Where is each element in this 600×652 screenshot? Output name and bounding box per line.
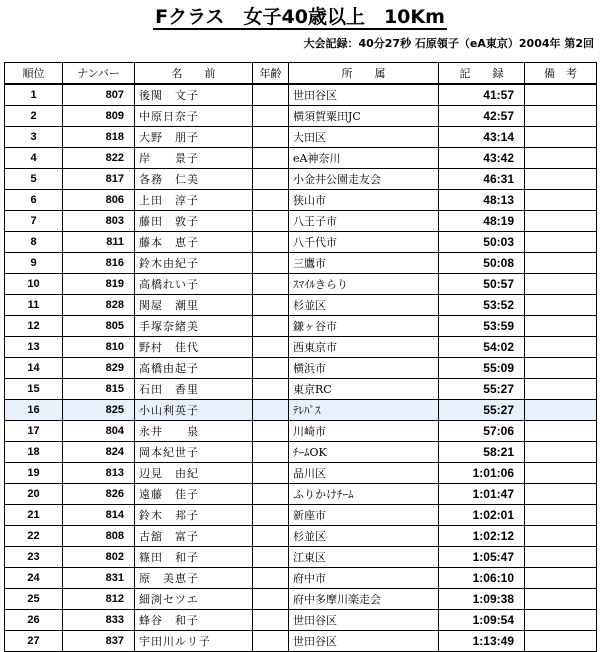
cell-time: 50:08	[439, 253, 525, 274]
cell-rank: 16	[5, 400, 63, 421]
table-row	[5, 274, 597, 295]
cell-age	[253, 84, 289, 106]
cell-number: 828	[63, 295, 135, 316]
cell-rank: 23	[5, 547, 63, 568]
cell-rank: 15	[5, 379, 63, 400]
cell-rank: 26	[5, 610, 63, 631]
cell-number: 826	[63, 484, 135, 505]
cell-name: 原 美恵子	[135, 568, 253, 589]
cell-affiliation: 小金井公園走友会	[289, 169, 439, 190]
cell-note	[525, 358, 597, 379]
cell-name: 宇田川ルリ子	[135, 631, 253, 652]
cell-note	[525, 148, 597, 169]
cell-name: 篠田 和子	[135, 547, 253, 568]
cell-affiliation: 府中多摩川楽走会	[289, 589, 439, 610]
cell-age	[253, 253, 289, 274]
table-row	[5, 421, 597, 442]
cell-rank: 14	[5, 358, 63, 379]
table-row	[5, 169, 597, 190]
cell-time: 55:27	[439, 400, 525, 421]
cell-name: 小山利英子	[135, 400, 253, 421]
cell-rank: 20	[5, 484, 63, 505]
cell-rank: 6	[5, 190, 63, 211]
table-row	[5, 547, 597, 568]
cell-time: 1:09:38	[439, 589, 525, 610]
header-affiliation: 所 属	[289, 63, 439, 85]
cell-time: 55:09	[439, 358, 525, 379]
cell-affiliation: 品川区	[289, 463, 439, 484]
table-row	[5, 526, 597, 547]
cell-time: 53:59	[439, 316, 525, 337]
table-row	[5, 106, 597, 127]
header-note: 備 考	[525, 63, 597, 85]
cell-age	[253, 295, 289, 316]
cell-rank: 2	[5, 106, 63, 127]
table-row	[5, 84, 597, 106]
cell-note	[525, 211, 597, 232]
table-row	[5, 484, 597, 505]
cell-number: 809	[63, 106, 135, 127]
cell-rank: 1	[5, 84, 63, 106]
cell-number: 825	[63, 400, 135, 421]
cell-time: 53:52	[439, 295, 525, 316]
cell-affiliation: 東京RC	[289, 379, 439, 400]
cell-age	[253, 274, 289, 295]
cell-note	[525, 232, 597, 253]
cell-number: 805	[63, 316, 135, 337]
cell-rank: 22	[5, 526, 63, 547]
cell-time: 41:57	[439, 84, 525, 106]
cell-note	[525, 400, 597, 421]
cell-note	[525, 631, 597, 652]
header-age: 年齢	[253, 63, 289, 85]
cell-number: 833	[63, 610, 135, 631]
cell-age	[253, 106, 289, 127]
cell-affiliation: 世田谷区	[289, 84, 439, 106]
cell-age	[253, 568, 289, 589]
cell-time: 50:57	[439, 274, 525, 295]
cell-time: 1:09:54	[439, 610, 525, 631]
table-row	[5, 316, 597, 337]
cell-affiliation: 杉並区	[289, 295, 439, 316]
cell-affiliation: ﾃﾚﾊﾟｽ	[289, 400, 439, 421]
cell-note	[525, 316, 597, 337]
cell-name: 関屋 潮里	[135, 295, 253, 316]
cell-time: 54:02	[439, 337, 525, 358]
cell-age	[253, 337, 289, 358]
cell-name: 高橋由起子	[135, 358, 253, 379]
cell-name: 野村 佳代	[135, 337, 253, 358]
meet-record: 大会記録：40分27秒 石原領子（eA東京）2004年 第2回	[303, 37, 594, 50]
results-table	[4, 62, 597, 652]
cell-number: 831	[63, 568, 135, 589]
table-row	[5, 589, 597, 610]
header-time: 記 録	[439, 63, 525, 85]
cell-rank: 27	[5, 631, 63, 652]
cell-age	[253, 526, 289, 547]
cell-name: 遠藤 佳子	[135, 484, 253, 505]
cell-note	[525, 421, 597, 442]
table-row	[5, 232, 597, 253]
cell-number: 806	[63, 190, 135, 211]
cell-affiliation: 世田谷区	[289, 631, 439, 652]
cell-rank: 12	[5, 316, 63, 337]
cell-affiliation: ｽﾏｲﾙきらり	[289, 274, 439, 295]
cell-rank: 17	[5, 421, 63, 442]
cell-number: 802	[63, 547, 135, 568]
cell-note	[525, 127, 597, 148]
cell-name: 大野 朋子	[135, 127, 253, 148]
cell-rank: 24	[5, 568, 63, 589]
cell-age	[253, 631, 289, 652]
cell-time: 50:03	[439, 232, 525, 253]
cell-time: 48:19	[439, 211, 525, 232]
cell-number: 822	[63, 148, 135, 169]
cell-note	[525, 505, 597, 526]
cell-number: 817	[63, 169, 135, 190]
cell-rank: 9	[5, 253, 63, 274]
header-name: 名 前	[135, 63, 253, 85]
cell-time: 1:06:10	[439, 568, 525, 589]
cell-time: 42:57	[439, 106, 525, 127]
cell-number: 819	[63, 274, 135, 295]
cell-name: 石田 香里	[135, 379, 253, 400]
cell-affiliation: ふりかけﾁｰﾑ	[289, 484, 439, 505]
cell-age	[253, 589, 289, 610]
cell-note	[525, 589, 597, 610]
cell-number: 813	[63, 463, 135, 484]
title-text: Fクラス 女子40歳以上 10Km	[155, 6, 445, 28]
cell-name: 岸 景子	[135, 148, 253, 169]
cell-number: 811	[63, 232, 135, 253]
table-row	[5, 337, 597, 358]
cell-affiliation: 八王子市	[289, 211, 439, 232]
table-row	[5, 463, 597, 484]
cell-note	[525, 547, 597, 568]
cell-rank: 21	[5, 505, 63, 526]
cell-number: 829	[63, 358, 135, 379]
table-row	[5, 211, 597, 232]
cell-age	[253, 442, 289, 463]
cell-number: 824	[63, 442, 135, 463]
cell-affiliation: 新座市	[289, 505, 439, 526]
cell-number: 812	[63, 589, 135, 610]
cell-age	[253, 463, 289, 484]
header-row	[5, 63, 597, 85]
cell-number: 808	[63, 526, 135, 547]
cell-time: 46:31	[439, 169, 525, 190]
cell-note	[525, 568, 597, 589]
cell-note	[525, 295, 597, 316]
cell-note	[525, 526, 597, 547]
cell-age	[253, 127, 289, 148]
cell-affiliation: 杉並区	[289, 526, 439, 547]
table-row	[5, 631, 597, 652]
table-row	[5, 190, 597, 211]
cell-age	[253, 610, 289, 631]
cell-rank: 10	[5, 274, 63, 295]
cell-name: 鈴木由紀子	[135, 253, 253, 274]
cell-name: 後関 文子	[135, 84, 253, 106]
cell-name: 上田 淳子	[135, 190, 253, 211]
cell-rank: 4	[5, 148, 63, 169]
cell-note	[525, 106, 597, 127]
cell-age	[253, 148, 289, 169]
cell-time: 43:42	[439, 148, 525, 169]
cell-name: 辺見 由紀	[135, 463, 253, 484]
cell-rank: 5	[5, 169, 63, 190]
cell-affiliation: 府中市	[289, 568, 439, 589]
cell-age	[253, 358, 289, 379]
cell-time: 1:05:47	[439, 547, 525, 568]
header-rank: 順位	[5, 63, 63, 85]
cell-note	[525, 484, 597, 505]
cell-time: 1:01:06	[439, 463, 525, 484]
cell-time: 1:13:49	[439, 631, 525, 652]
cell-name: 高橋れい子	[135, 274, 253, 295]
table-row	[5, 379, 597, 400]
cell-number: 803	[63, 211, 135, 232]
cell-affiliation: 横浜市	[289, 358, 439, 379]
cell-number: 804	[63, 421, 135, 442]
table-row	[5, 505, 597, 526]
cell-number: 807	[63, 84, 135, 106]
cell-note	[525, 169, 597, 190]
cell-affiliation: eA神奈川	[289, 148, 439, 169]
cell-affiliation: 川崎市	[289, 421, 439, 442]
cell-name: 古舘 富子	[135, 526, 253, 547]
cell-time: 57:06	[439, 421, 525, 442]
cell-rank: 18	[5, 442, 63, 463]
cell-age	[253, 379, 289, 400]
cell-number: 837	[63, 631, 135, 652]
cell-time: 48:13	[439, 190, 525, 211]
cell-affiliation: 世田谷区	[289, 610, 439, 631]
cell-note	[525, 274, 597, 295]
cell-rank: 19	[5, 463, 63, 484]
cell-number: 815	[63, 379, 135, 400]
cell-number: 814	[63, 505, 135, 526]
header-number: ナンバー	[63, 63, 135, 85]
cell-note	[525, 442, 597, 463]
table-row	[5, 442, 597, 463]
cell-name: 中原日奈子	[135, 106, 253, 127]
cell-note	[525, 463, 597, 484]
cell-time: 43:14	[439, 127, 525, 148]
cell-affiliation: 鎌ヶ谷市	[289, 316, 439, 337]
table-row	[5, 568, 597, 589]
table-row	[5, 295, 597, 316]
page-title	[0, 4, 600, 30]
cell-affiliation: 大田区	[289, 127, 439, 148]
cell-name: 岡本紀世子	[135, 442, 253, 463]
table-row	[5, 253, 597, 274]
cell-rank: 25	[5, 589, 63, 610]
cell-rank: 7	[5, 211, 63, 232]
cell-number: 816	[63, 253, 135, 274]
cell-affiliation: 狭山市	[289, 190, 439, 211]
cell-note	[525, 84, 597, 106]
cell-affiliation: 八千代市	[289, 232, 439, 253]
table-row	[5, 358, 597, 379]
cell-note	[525, 379, 597, 400]
cell-number: 810	[63, 337, 135, 358]
cell-note	[525, 253, 597, 274]
cell-name: 手塚奈緒美	[135, 316, 253, 337]
cell-time: 1:01:47	[439, 484, 525, 505]
cell-time: 1:02:01	[439, 505, 525, 526]
cell-rank: 8	[5, 232, 63, 253]
cell-name: 藤本 恵子	[135, 232, 253, 253]
cell-age	[253, 232, 289, 253]
cell-rank: 13	[5, 337, 63, 358]
cell-name: 永井 泉	[135, 421, 253, 442]
table-row	[5, 148, 597, 169]
cell-name: 蜂谷 和子	[135, 610, 253, 631]
cell-number: 818	[63, 127, 135, 148]
cell-name: 藤田 敦子	[135, 211, 253, 232]
cell-time: 58:21	[439, 442, 525, 463]
cell-affiliation: 三鷹市	[289, 253, 439, 274]
cell-affiliation: 西東京市	[289, 337, 439, 358]
cell-time: 1:02:12	[439, 526, 525, 547]
cell-age	[253, 547, 289, 568]
cell-age	[253, 316, 289, 337]
cell-age	[253, 484, 289, 505]
cell-affiliation: ﾁｰﾑOK	[289, 442, 439, 463]
table-row	[5, 400, 597, 421]
cell-name: 各務 仁美	[135, 169, 253, 190]
cell-affiliation: 横須賀粟田JC	[289, 106, 439, 127]
cell-age	[253, 421, 289, 442]
cell-note	[525, 190, 597, 211]
cell-affiliation: 江東区	[289, 547, 439, 568]
table-row	[5, 127, 597, 148]
cell-age	[253, 211, 289, 232]
cell-age	[253, 400, 289, 421]
cell-rank: 3	[5, 127, 63, 148]
cell-name: 細渕セツエ	[135, 589, 253, 610]
cell-age	[253, 169, 289, 190]
cell-age	[253, 505, 289, 526]
cell-rank: 11	[5, 295, 63, 316]
cell-time: 55:27	[439, 379, 525, 400]
cell-note	[525, 610, 597, 631]
cell-note	[525, 337, 597, 358]
cell-age	[253, 190, 289, 211]
cell-name: 鈴木 邦子	[135, 505, 253, 526]
table-row	[5, 610, 597, 631]
